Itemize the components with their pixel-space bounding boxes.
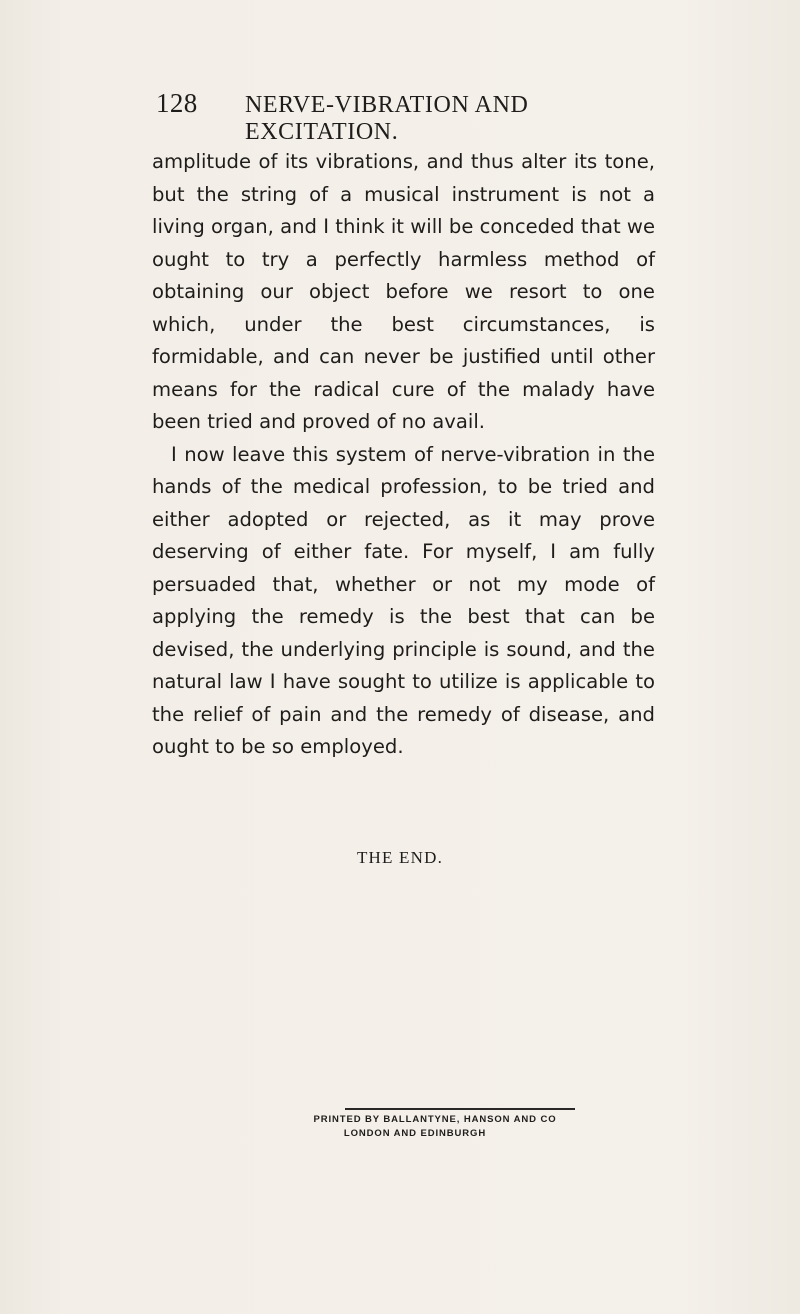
printer-imprint-line-2: LONDON AND EDINBURGH: [343, 1128, 487, 1139]
running-head: [156, 88, 656, 146]
printer-imprint-line-1: PRINTED BY BALLANTYNE, HANSON AND CO: [313, 1114, 557, 1125]
running-title: NERVE-VIBRATION AND EXCITATION.: [244, 92, 529, 145]
page-number: 128: [156, 88, 198, 118]
imprint-rule: [345, 1108, 575, 1110]
paragraph-2: I now leave this system of nerve-vibration in the hands of the medical profession, to be tried and either adopted or rejected, as it may prove deserving of either fate. For myself, I am fully persuaded that, whether or not my mode of applying the remedy is the best that can be devised, the underlying principle is sound, and the natural law I have sought to utilize is applicable to the relief of pain and the remedy of disease, and ought to be so employed.: [152, 442, 655, 758]
paragraph-1: amplitude of its vibrations, and thus alter its tone, but the string of a musical instrument is not a living organ, and I think it will be conceded that we ought to try a perfectly harmless method of obtaining our object before we resort to one which, under the best circumstances, is formidable, and can never be justified until other means for the radical cure of the malady have been tried and proved of no avail.: [152, 150, 655, 433]
body-text: [152, 146, 655, 764]
the-end: THE END.: [356, 848, 444, 867]
